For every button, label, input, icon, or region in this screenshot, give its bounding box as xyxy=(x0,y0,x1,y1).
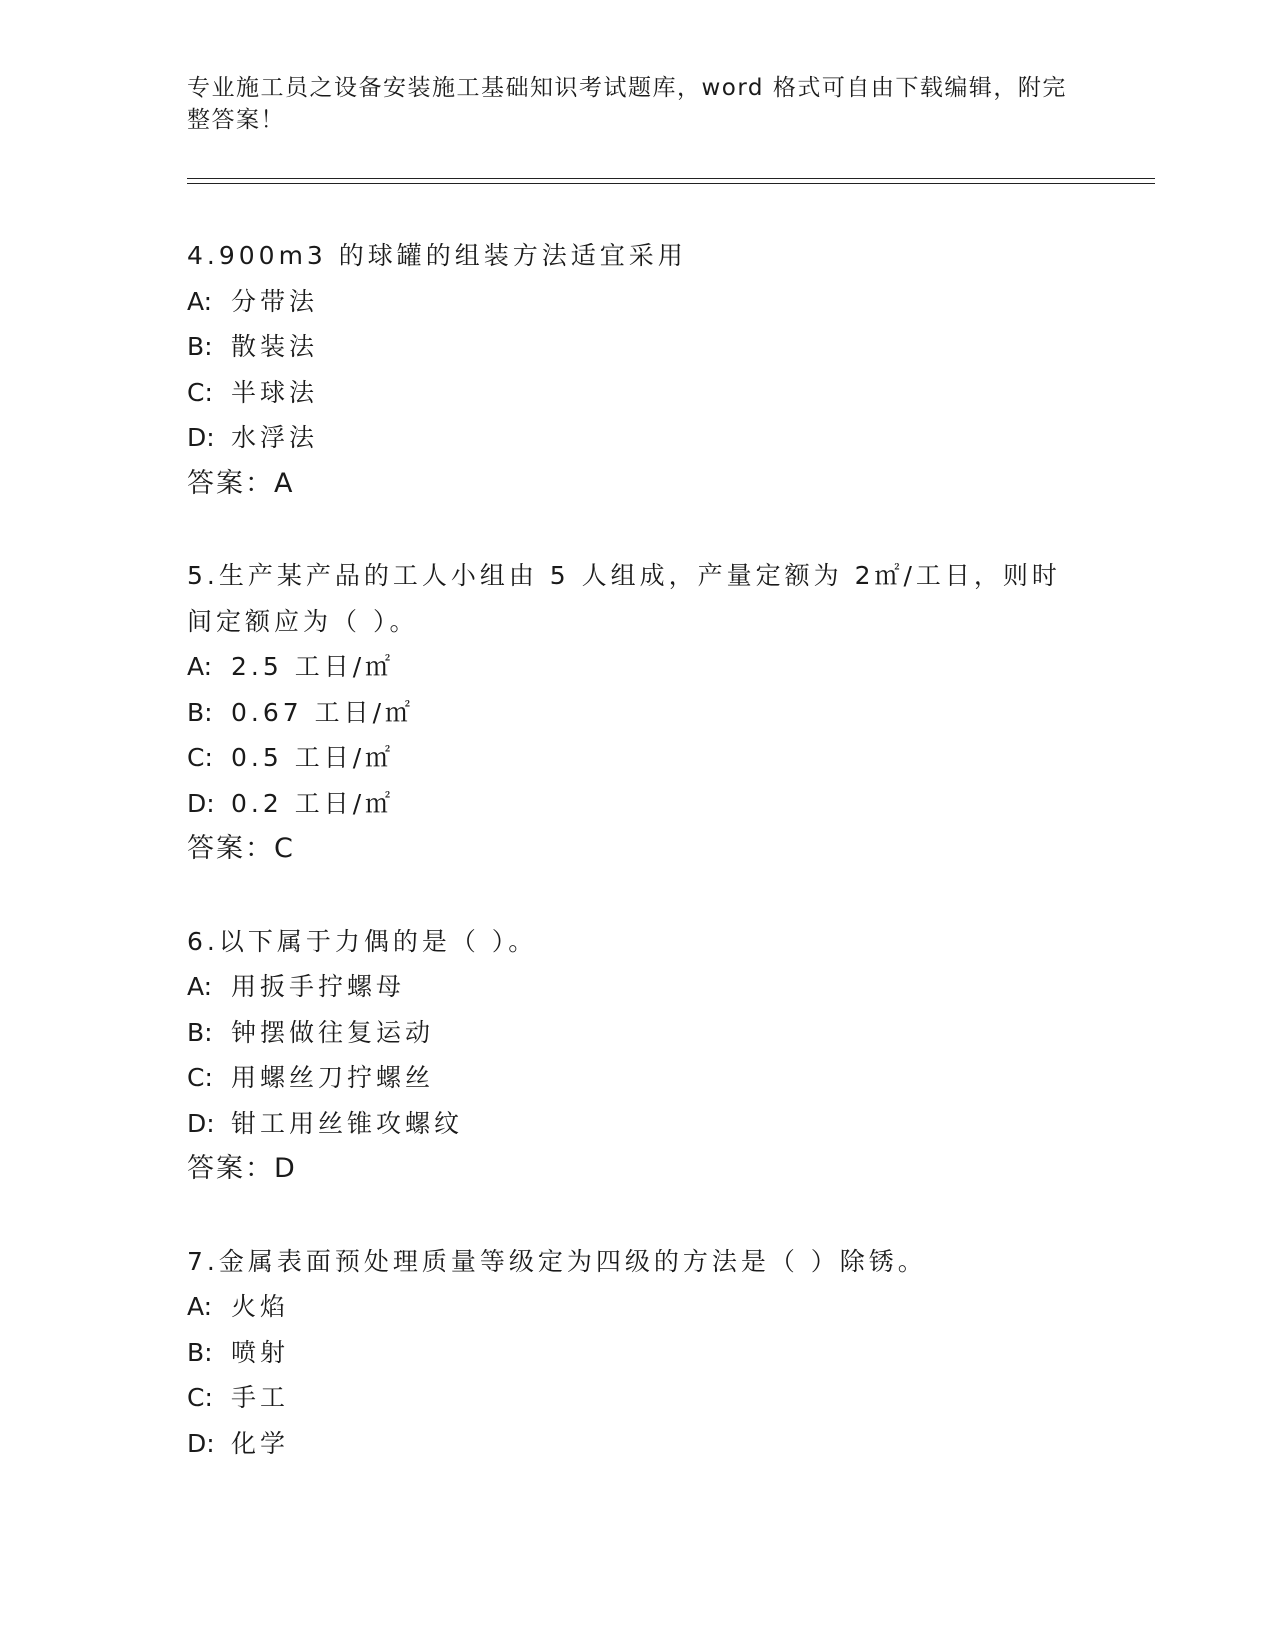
option-letter: B: xyxy=(187,1337,213,1367)
option-c xyxy=(187,735,1087,781)
question-stem: 7.金属表面预处理质量等级定为四级的方法是（ ）除锈。 xyxy=(187,1246,927,1276)
option-letter: A: xyxy=(187,652,213,681)
option-text: 钳工用丝锥攻螺纹 xyxy=(231,1108,464,1138)
option-letter: D: xyxy=(187,1428,215,1458)
option-text: 火焰 xyxy=(231,1292,290,1321)
header-divider-bottom xyxy=(187,183,1155,184)
question-item xyxy=(187,233,1087,506)
option-letter: D: xyxy=(187,788,215,818)
option-letter: C: xyxy=(187,1063,213,1092)
answer-line: 答案：A xyxy=(187,467,295,499)
option-letter: A: xyxy=(187,286,213,316)
question-item xyxy=(187,919,1087,1192)
option-text: 0.5 工日/㎡ xyxy=(231,743,395,772)
option-a xyxy=(187,279,1087,325)
option-b xyxy=(187,690,1087,736)
option-letter: B: xyxy=(187,332,213,361)
question-stem: 4.900m3 的球罐的组装方法适宜采用 xyxy=(187,241,687,270)
option-a xyxy=(187,644,1087,690)
option-text: 散装法 xyxy=(231,332,319,361)
question-stem: 5.生产某产品的工人小组由 5 人组成，产量定额为 2㎡/工日，则时间定额应为（ ）。 xyxy=(187,561,1061,636)
option-d xyxy=(187,781,1087,827)
question-item xyxy=(187,553,1087,872)
option-d xyxy=(187,1421,1087,1467)
option-letter: C: xyxy=(187,743,213,772)
option-letter: B: xyxy=(187,1017,213,1047)
option-letter: A: xyxy=(187,1292,213,1321)
answer-line: 答案：D xyxy=(187,1153,297,1184)
option-c xyxy=(187,370,1087,416)
answer-line: 答案：C xyxy=(187,833,295,864)
option-a xyxy=(187,1284,1087,1330)
option-c xyxy=(187,1375,1087,1421)
question-item xyxy=(187,1239,1087,1467)
option-text: 钟摆做往复运动 xyxy=(231,1017,435,1047)
option-letter: B: xyxy=(187,697,213,727)
option-letter: D: xyxy=(187,423,215,452)
option-letter: C: xyxy=(187,1383,213,1412)
option-text: 手工 xyxy=(231,1383,290,1412)
option-b xyxy=(187,1010,1087,1056)
option-letter: C: xyxy=(187,377,213,407)
option-d xyxy=(187,415,1087,461)
question-stem: 6.以下属于力偶的是（ ）。 xyxy=(187,926,538,956)
option-c xyxy=(187,1055,1087,1101)
option-text: 用扳手拧螺母 xyxy=(231,972,406,1001)
option-b xyxy=(187,1330,1087,1376)
option-text: 水浮法 xyxy=(231,423,319,452)
option-text: 喷射 xyxy=(231,1337,290,1367)
option-letter: A: xyxy=(187,972,213,1001)
option-letter: D: xyxy=(187,1108,215,1138)
option-text: 0.2 工日/㎡ xyxy=(231,788,395,818)
option-text: 用螺丝刀拧螺丝 xyxy=(231,1063,435,1092)
option-text: 0.67 工日/㎡ xyxy=(231,697,415,727)
option-text: 半球法 xyxy=(231,377,319,407)
option-b xyxy=(187,324,1087,370)
header-divider-top xyxy=(187,178,1155,179)
option-a xyxy=(187,964,1087,1010)
option-d xyxy=(187,1101,1087,1147)
option-text: 2.5 工日/㎡ xyxy=(231,652,395,681)
document-header: 专业施工员之设备安装施工基础知识考试题库，word 格式可自由下载编辑，附完整答案！ xyxy=(187,75,1067,133)
option-text: 化学 xyxy=(231,1428,290,1458)
option-text: 分带法 xyxy=(231,286,319,316)
question-list xyxy=(187,233,1087,1513)
